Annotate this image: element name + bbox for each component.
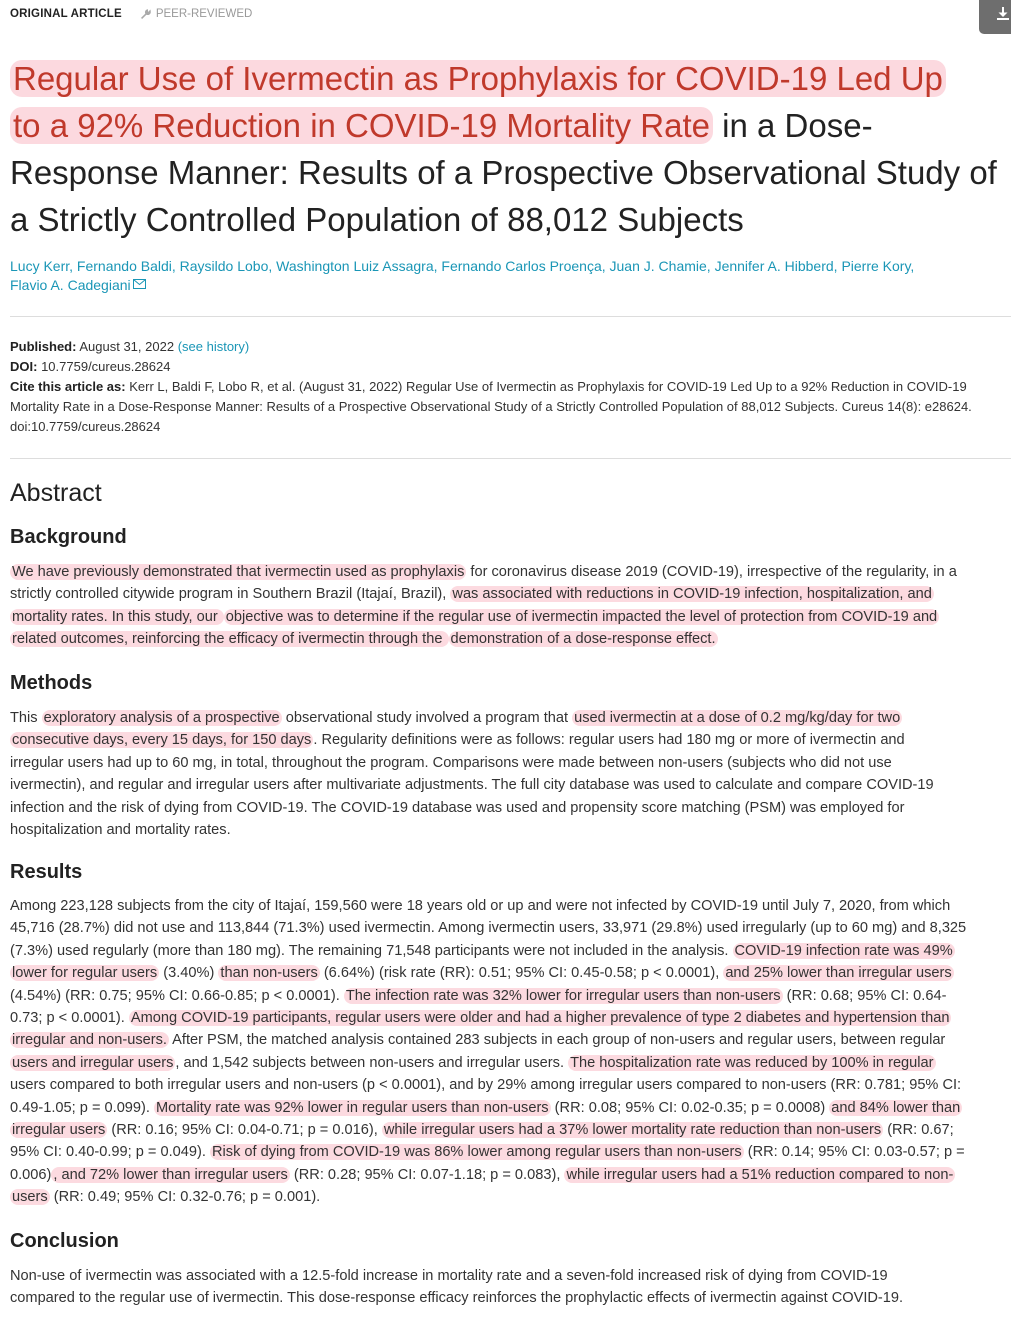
doi-value: 10.7759/cureus.28624	[41, 359, 171, 374]
download-icon	[995, 5, 1011, 21]
cite-row: Mortality Rate in a Dose-Response Manner: Results of a Prospective Observational Study of a Strictly Controlled Population of 88,012 Subjects. Cureus 14(8): e28624.	[10, 399, 972, 414]
mail-icon[interactable]	[133, 279, 146, 289]
results-heading: Results	[10, 861, 83, 883]
published-date: August 31, 2022	[79, 339, 175, 354]
see-history-link[interactable]: (see history)	[177, 339, 250, 354]
author-link[interactable]: Lucy Kerr	[10, 258, 70, 274]
wrench-icon	[140, 8, 152, 20]
author-link[interactable]: Washington Luiz Assagra	[276, 258, 434, 274]
article-type-label: ORIGINAL ARTICLE	[10, 8, 122, 20]
title-highlight-2: to a 92% Reduction in COVID-19 Mortality Rate	[10, 107, 713, 144]
title-highlight-1: Regular Use of Ivermectin as Prophylaxis for COVID-19 Led Up	[10, 60, 946, 97]
abstract-heading: Abstract	[10, 479, 102, 507]
author-link[interactable]: Fernando Carlos Proença	[441, 258, 602, 274]
conclusion-heading: Conclusion	[10, 1230, 119, 1252]
background-text: We have previously demonstrated that ivermectin used as prophylaxis for coronavirus disease 2019 (COVID-19), irrespective of the regularity, in a strictly controlled citywide program in Southern Brazil (Itajaí, Brazil), was associated with reductions in COVID-19 infection, hospitalization, and mortality rates. In this study, our objective was to determine if the regular use of ivermectin impacted the level of protection from COVID-19 and related outcomes, reinforcing the efficacy of ivermectin through the demonstration of a dose-response effect.	[10, 564, 957, 648]
author-link[interactable]: Fernando Baldi	[76, 258, 172, 274]
methods-text: This exploratory analysis of a prospective observational study involved a program that used ivermectin at a dose of 0.2 mg/kg/day for two consecutive days, every 15 days, for 150 days . Regularity definitions were as follows: regular users had 180 mg or more of ivermectin and irregular users had up to 60 mg, in total, throughout the program. Comparisons were made between non-users (subjects who did not use ivermectin), and regular and irregular users after multivariate adjustments. The full city database was used to calculate and compare COVID-19 infection and the risk of dying from COVID-19. The COVID-19 database was used and propensity score matching (PSM) was employed for hospitalization and mortality rates.	[10, 710, 934, 839]
doi-row: DOI: 10.7759/cureus.28624	[10, 359, 171, 374]
divider	[10, 316, 1011, 317]
peer-reviewed-text: PEER-REVIEWED	[155, 8, 253, 20]
results-text: Among 223,128 subjects from the city of Itajaí, 159,560 were 18 years old or up and were not infected by COVID-19 until July 7, 2020, from which 45,716 (28.7%) did not use and 113,844 (71.3%) used ivermectin. Among ivermectin users, 33,971 (29.8%) used irregularly (up to 60 mg) and 8,325 (7.3%) used regularly (more than 180 mg). The remaining 71,548 participants were not included in the analysis. COVID-19 infection rate was 49% lower for regular users (3.40%) than non-users (6.64%) (risk rate (RR): 0.51; 95% CI: 0.45-0.58; p < 0.0001), and 25% lower than irregular users (4.54%) (RR: 0.75; 95% CI: 0.66-0.85; p < 0.0001). The infection rate was 32% lower for irregular users than non-users (RR: 0.68; 95% CI: 0.64- 0.73; p < 0.0001). Among COVID-19 participants, regular users were older and had a higher prevalence of type 2 diabetes and hypertension than irregular and non-users. After PSM, the matched analysis contained 283 subjects in each group of non-users and regular users, between regular users and irregular users , and 1,542 subjects between non-users and irregular users. The hospitalization rate was reduced by 100% in regular users compared to both irregular users and non-users (p < 0.0001), and by 29% among irregular users compared to non-users (RR: 0.781; 95% CI: 0.49-1.05; p = 0.099). Mortality rate was 92% lower in regular users than non-users (RR: 0.08; 95% CI: 0.02-0.35; p = 0.0008) and 84% lower than irregular users (RR: 0.16; 95% CI: 0.04-0.71; p = 0.016), while irregular users had a 37% lower mortality rate reduction than non-users (RR: 0.67; 95% CI: 0.40-0.99; p = 0.049). Risk of dying from COVID-19 was 86% lower among regular users than non-users (RR: 0.14; 95% CI: 0.03-0.57; p = 0.006) , and 72% lower than irregular users (RR: 0.28; 95% CI: 0.07-1.18; p = 0.083), while irregular users had a 51% reduction compared to non- users (RR: 0.49; 95% CI: 0.32-0.76; p = 0.001).	[10, 898, 967, 1206]
methods-heading: Methods	[10, 672, 93, 694]
article-meta	[10, 337, 1011, 437]
title-rest: in a Dose-Response Manner: Results of a Prospective Observational Study of a Strictly Controlled Population of 88,012 Subjects	[10, 107, 997, 238]
author-link[interactable]: Pierre Kory	[841, 258, 911, 274]
author-link[interactable]: Raysildo Lobo	[179, 258, 269, 274]
download-button[interactable]	[979, 0, 1011, 34]
divider	[10, 458, 1011, 459]
cite-row: doi:10.7759/cureus.28624	[10, 419, 161, 434]
peer-reviewed-label	[140, 8, 253, 20]
author-list: Lucy Kerr, Fernando Baldi, Raysildo Lobo, Washington Luiz Assagra, Fernando Carlos Proença, Juan J. Chamie, Jennifer A. Hibberd, Pierre Kory, Flavio A. Cadegiani	[10, 258, 915, 293]
published-row: Published: August 31, 2022 (see history)	[10, 339, 250, 354]
article-tags	[10, 6, 252, 22]
cite-row: Cite this article as: Kerr L, Baldi F, Lobo R, et al. (August 31, 2022) Regular Use of Ivermectin as Prophylaxis for COVID-19 Led Up to a 92% Reduction in COVID-19	[10, 379, 967, 394]
conclusion-text: Non-use of ivermectin was associated with a 12.5-fold increase in mortality rate and a seven-fold increased risk of dying from COVID-19 compared to the regular use of ivermectin. This dose-response efficacy reinforces the prophylactic effects of ivermectin against COVID-19.	[10, 1268, 904, 1307]
background-heading: Background	[10, 526, 127, 548]
author-link[interactable]: Juan J. Chamie	[609, 258, 707, 274]
author-link[interactable]: Flavio A. Cadegiani	[10, 277, 131, 293]
author-link[interactable]: Jennifer A. Hibberd	[714, 258, 834, 274]
article-title	[10, 55, 1005, 243]
